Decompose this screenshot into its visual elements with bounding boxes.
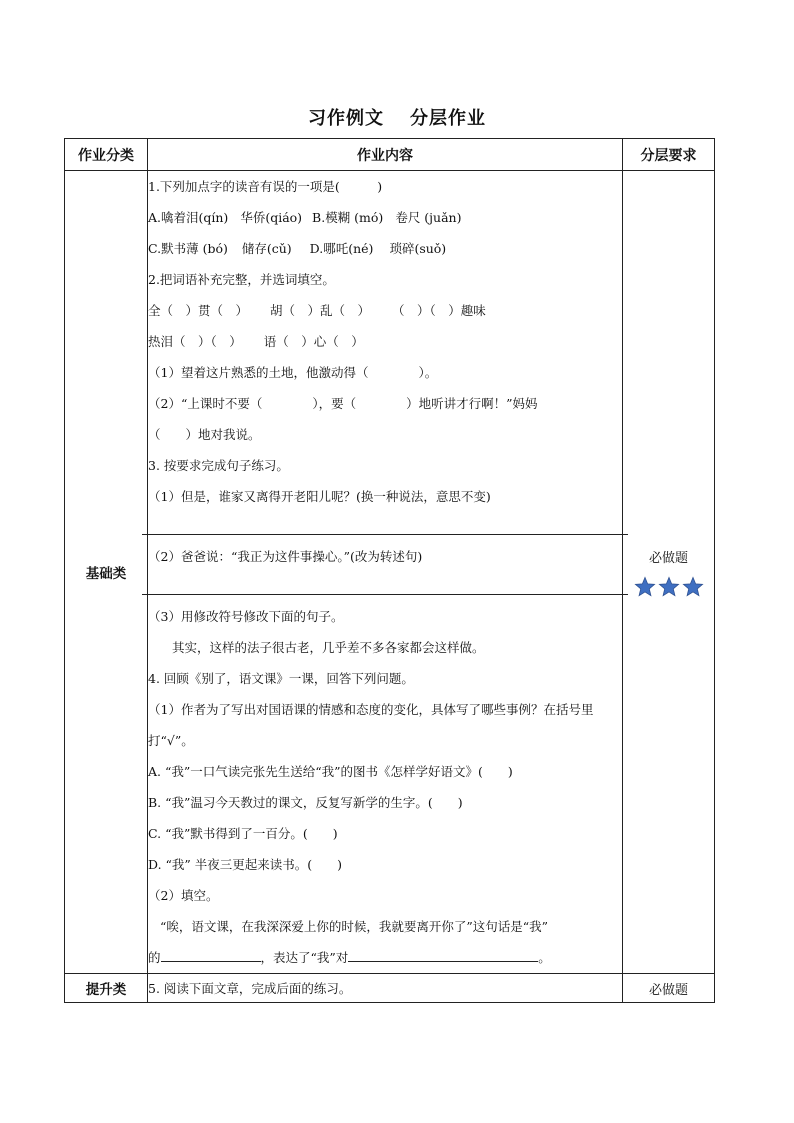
homework-table bbox=[64, 138, 715, 1003]
q4-sentence-1: （1）作者为了写出对国语课的情感和态度的变化，具体写了哪些事例？在括号里打“√”。 bbox=[148, 702, 594, 748]
answer-line-1[interactable] bbox=[142, 534, 628, 535]
q2-word-5: 语（ ）心（ ） bbox=[263, 334, 364, 349]
star-icon bbox=[634, 576, 656, 598]
q3-sentence-1: （1）但是，谁家又离得开老阳儿呢？(换一种说法，意思不变) bbox=[148, 489, 491, 504]
q1-option-b2: 卷尺 (juǎn) bbox=[395, 210, 462, 225]
q2-sentence-1: （1）望着这片熟悉的土地，他激动得（ ）。 bbox=[148, 365, 438, 380]
basic-content bbox=[148, 171, 623, 974]
basic-category: 基础类 bbox=[65, 171, 148, 974]
q4-quote: “唉，语文课，在我深深爱上你的时候，我就要离开你了”这句话是“我” bbox=[160, 919, 549, 934]
header-category: 作业分类 bbox=[65, 139, 148, 171]
q2-sentence-2a: （2）“上课时不要（ ），要（ ）地听讲才行啊！”妈妈 bbox=[148, 396, 538, 411]
q2-words-row-1 bbox=[148, 295, 622, 326]
star-icon bbox=[682, 576, 704, 598]
advanced-requirement: 必做题 bbox=[623, 974, 715, 1003]
q2-word-1: 全（ ）贯（ ） bbox=[148, 303, 249, 318]
q2-word-3: （ ）（ ）趣味 bbox=[392, 303, 486, 318]
q3-sentence-2: （2）爸爸说：“我正为这件事操心。”(改为转述句) bbox=[148, 549, 423, 564]
advanced-row bbox=[65, 974, 715, 1003]
title-part-2: 分层作业 bbox=[410, 108, 486, 129]
q2-word-2: 胡（ ）乱（ ） bbox=[270, 303, 371, 318]
q1-option-b1: B.模糊 (mó) bbox=[312, 210, 384, 225]
q4-blank-2[interactable] bbox=[348, 947, 538, 962]
answer-line-2[interactable] bbox=[142, 594, 628, 595]
q4-blank-1[interactable] bbox=[161, 947, 261, 962]
header-requirement: 分层要求 bbox=[623, 139, 715, 171]
header-content: 作业内容 bbox=[148, 139, 623, 171]
basic-requirement-label: 必做题 bbox=[648, 550, 688, 566]
q4-option-c: C. “我”默书得到了一百分。( ) bbox=[148, 826, 338, 841]
basic-row bbox=[65, 171, 715, 974]
q1-option-a2: 华侨(qiáo) bbox=[240, 210, 303, 225]
q2-sentence-2b: （ ）地对我说。 bbox=[148, 427, 261, 442]
q4-fill-line bbox=[148, 942, 622, 973]
q1-option-d2: 琐碎(suǒ) bbox=[389, 241, 447, 256]
q2-word-4: 热泪（ ）（ ） bbox=[148, 334, 242, 349]
advanced-category: 提升类 bbox=[65, 974, 148, 1003]
q3-sentence-3: （3）用修改符号修改下面的句子。 bbox=[148, 609, 344, 624]
q4-option-a: A. “我”一口气读完张先生送给“我”的图书《怎样学好语文》( ) bbox=[148, 764, 513, 779]
q3-stem: 3. 按要求完成句子练习。 bbox=[148, 458, 289, 473]
title-part-1: 习作例文 bbox=[308, 108, 384, 129]
advanced-content: 5. 阅读下面文章，完成后面的练习。 bbox=[148, 974, 623, 1003]
q4-option-d: D. “我” 半夜三更起来读书。( ) bbox=[148, 857, 343, 872]
q1-options-cd bbox=[148, 233, 622, 264]
q1-option-d1: D.哪吒(né) bbox=[309, 241, 374, 256]
difficulty-stars bbox=[623, 576, 714, 598]
q1-option-a1: A.噙着泪(qín) bbox=[148, 210, 229, 225]
q4-fill-end: 。 bbox=[538, 950, 551, 965]
q4-sentence-2: （2）填空。 bbox=[148, 888, 219, 903]
star-icon bbox=[658, 576, 680, 598]
q1-stem: 1.下列加点字的读音有误的一项是( ) bbox=[148, 179, 383, 194]
q3-sentence-3-text: 其实，这样的法子很古老，几乎差不多各家都会这样做。 bbox=[172, 640, 485, 655]
page-title bbox=[0, 104, 794, 130]
q2-stem: 2.把词语补充完整，并选词填空。 bbox=[148, 272, 335, 287]
q4-fill-prefix: 的 bbox=[148, 950, 161, 965]
header-row bbox=[65, 139, 715, 171]
q1-options-ab bbox=[148, 202, 622, 233]
q4-stem: 4. 回顾《别了，语文课》一课，回答下列问题。 bbox=[148, 671, 414, 686]
q1-option-c1: C.默书薄 (bó) bbox=[148, 241, 228, 256]
q4-fill-mid: ，表达了“我”对 bbox=[260, 950, 349, 965]
q4-option-b: B. “我”温习今天教过的课文，反复写新学的生字。( ) bbox=[148, 795, 463, 810]
q2-words-row-2 bbox=[148, 326, 622, 357]
q1-option-c2: 储存(cǔ) bbox=[241, 241, 292, 256]
basic-requirement bbox=[623, 171, 715, 974]
